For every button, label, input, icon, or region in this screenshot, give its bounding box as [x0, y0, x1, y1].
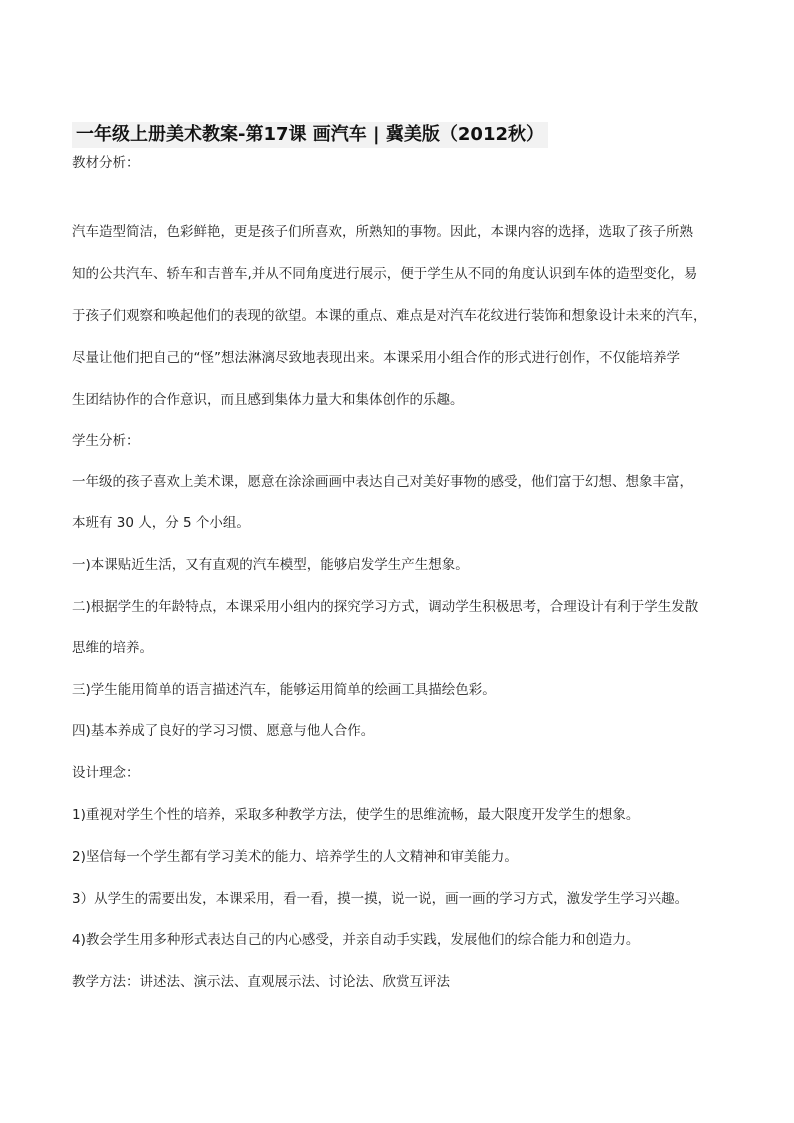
list-item: 四)基本养成了良好的学习习惯、愿意与他人合作。 — [72, 723, 375, 739]
list-item: 4)教会学生用多种形式表达自己的内心感受，并亲自动手实践，发展他们的综合能力和创造力。 — [72, 932, 640, 948]
section-heading-textbook-analysis: 教材分析： — [72, 155, 140, 171]
paragraph-line: 生团结协作的合作意识，而且感到集体力量大和集体创作的乐趣。 — [72, 392, 464, 408]
paragraph-line: 本班有 30 人，分 5 个小组。 — [72, 515, 250, 531]
list-item: 2)坚信每一个学生都有学习美术的能力、培养学生的人文精神和审美能力。 — [72, 849, 518, 865]
document-title: 一年级上册美术教案-第17课 画汽车 | 冀美版（2012秋） — [72, 122, 548, 148]
paragraph-line: 汽车造型简洁，色彩鲜艳，更是孩子们所喜欢，所熟知的事物。因此，本课内容的选择，选取了孩子所熟 — [72, 224, 693, 240]
paragraph-line: 于孩子们观察和唤起他们的表现的欲望。本课的重点、难点是对汽车花纹进行装饰和想象设计未来的汽车， — [72, 308, 707, 324]
section-heading-student-analysis: 学生分析： — [72, 433, 140, 449]
section-heading-design-concept: 设计理念： — [72, 765, 140, 781]
list-item: 1)重视对学生个性的培养，采取多种教学方法，使学生的思维流畅，最大限度开发学生的想象。 — [72, 807, 640, 823]
paragraph-line: 尽量让他们把自己的“怪”想法淋漓尽致地表现出来。本课采用小组合作的形式进行创作，不仅能培养学 — [72, 350, 680, 366]
paragraph-line: 知的公共汽车、轿车和吉普车,并从不同角度进行展示，便于学生从不同的角度认识到车体的造型变化，易 — [72, 266, 698, 282]
list-item: 一)本课贴近生活，又有直观的汽车模型，能够启发学生产生想象。 — [72, 557, 469, 573]
list-item-continuation: 思维的培养。 — [72, 640, 153, 656]
teaching-methods: 教学方法：讲述法、演示法、直观展示法、讨论法、欣赏互评法 — [72, 974, 450, 990]
list-item: 三)学生能用简单的语言描述汽车，能够运用简单的绘画工具描绘色彩。 — [72, 682, 496, 698]
list-item: 二)根据学生的年龄特点，本课采用小组内的探究学习方式，调动学生积极思考，合理设计有利于学生发散 — [72, 599, 699, 615]
paragraph-line: 一年级的孩子喜欢上美术课，愿意在涂涂画画中表达自己对美好事物的感受，他们富于幻想、想象丰富， — [72, 474, 693, 490]
list-item: 3）从学生的需要出发，本课采用，看一看，摸一摸，说一说，画一画的学习方式，激发学生学习兴趣。 — [72, 891, 689, 907]
